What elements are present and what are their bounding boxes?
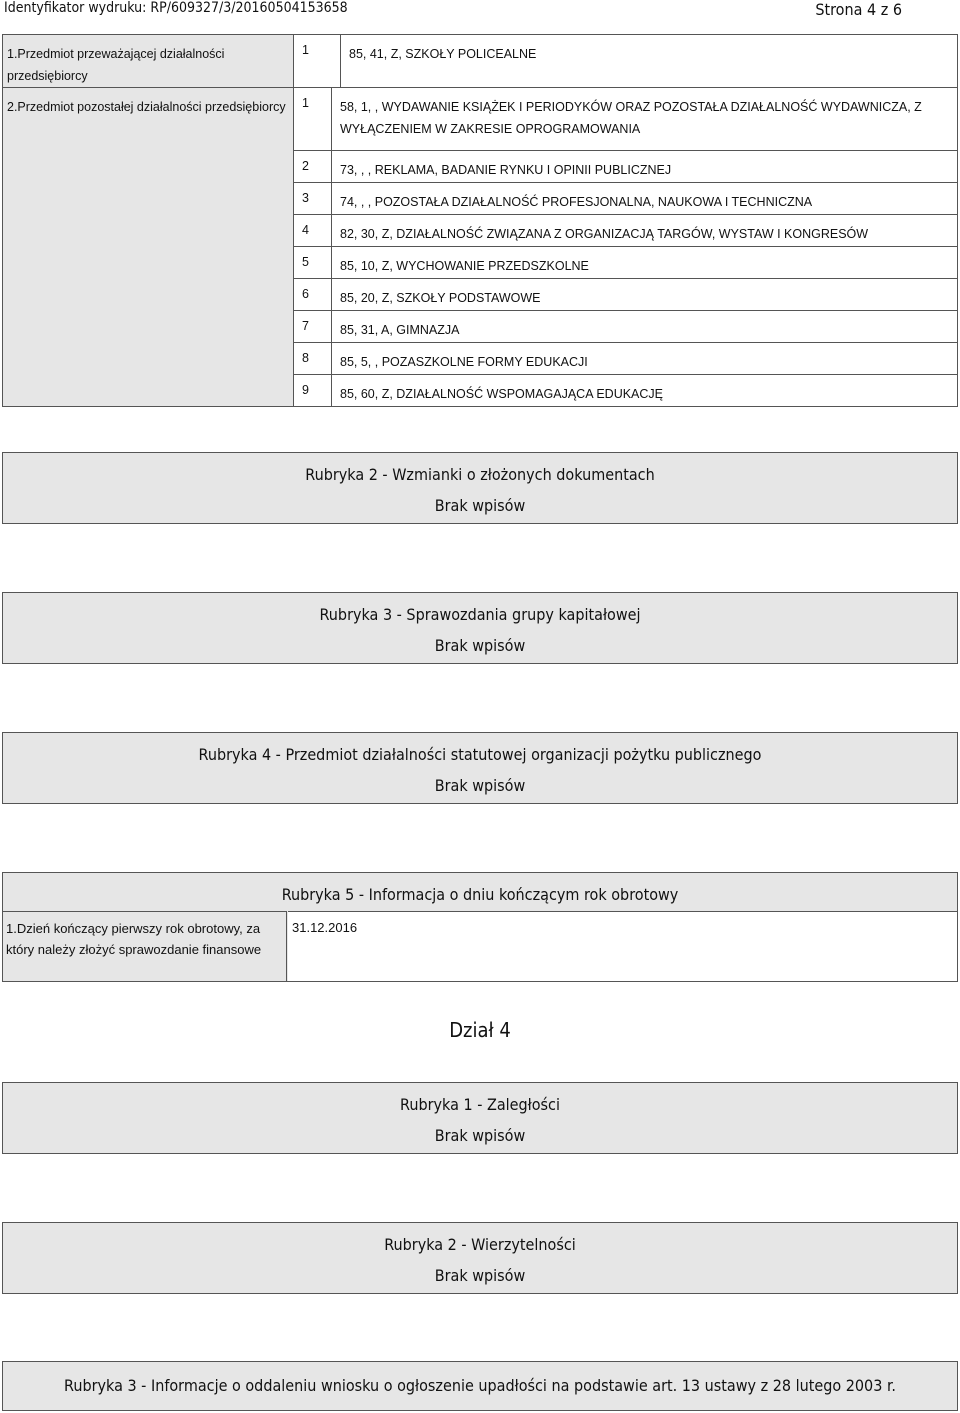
list-item [294, 342, 957, 374]
list-item [294, 182, 957, 214]
row-value: 82, 30, Z, DZIAŁALNOŚĆ ZWIĄZANA Z ORGANIZACJĄ TARGÓW, WYSTAW I KONGRESÓW [340, 227, 869, 241]
table-row [3, 35, 958, 88]
d4-rubryka-3-upadlosc [2, 1361, 958, 1411]
list-item [294, 214, 957, 246]
rubryka-3-sprawozdania [2, 592, 958, 664]
table-row [3, 88, 958, 407]
rubryka-4-opp [2, 732, 958, 804]
row-value: 85, 60, Z, DZIAŁALNOŚĆ WSPOMAGAJĄCA EDUKACJĘ [340, 387, 664, 401]
fiscal-year-value: 31.12.2016 [288, 911, 957, 981]
row-number: 1 [294, 88, 332, 150]
print-identifier: Identyfikator wydruku: RP/609327/3/20160504153658 [4, 0, 348, 16]
dzial-4-heading: Dział 4 [449, 1018, 511, 1042]
section-title: Rubryka 2 - Wierzytelności [384, 1235, 576, 1254]
list-item [294, 246, 957, 278]
d4-rubryka-2-wierzytelnosci [2, 1222, 958, 1294]
row-value: 73, , , REKLAMA, BADANIE RYNKU I OPINII PUBLICZNEJ [340, 163, 672, 177]
list-item [294, 150, 957, 182]
section-title: Rubryka 2 - Wzmianki o złożonych dokumentach [305, 465, 655, 484]
list-item [294, 310, 957, 342]
list-item [294, 374, 957, 406]
row-value: 85, 10, Z, WYCHOWANIE PRZEDSZKOLNE [340, 259, 589, 273]
section-title: Rubryka 1 - Zaległości [400, 1095, 560, 1114]
row-value: 74, , , POZOSTAŁA DZIAŁALNOŚĆ PROFESJONALNA, NAUKOWA I TECHNICZNA [340, 195, 813, 209]
row-value: 85, 41, Z, SZKOŁY POLICEALNE [341, 35, 958, 88]
section-title: Rubryka 4 - Przedmiot działalności statutowej organizacji pożytku publicznego [198, 745, 762, 764]
main-activity-label: 1.Przedmiot przeważającej działalności przedsiębiorcy [3, 35, 294, 88]
other-activity-label: 2.Przedmiot pozostałej działalności przedsiębiorcy [3, 88, 294, 407]
section-title: Rubryka 3 - Informacje o oddaleniu wniosku o ogłoszenie upadłości na podstawie art. 13 ustawy z 28 lutego 2003 r. [64, 1376, 896, 1395]
list-item [294, 88, 957, 150]
row-value: 58, 1, , WYDAWANIE KSIĄŻEK I PERIODYKÓW ORAZ POZOSTAŁA DZIAŁALNOŚĆ WYDAWNICZA, Z WYŁĄCZENIEM W ZAKRESIE OPROGRAMOWANIA [340, 100, 922, 136]
section-title: Rubryka 3 - Sprawozdania grupy kapitałowej [319, 605, 641, 624]
section-body: Brak wpisów [434, 1126, 526, 1145]
row-number: 1 [294, 35, 341, 88]
row-number: 6 [294, 279, 332, 310]
list-item [294, 278, 957, 310]
row-number: 9 [294, 375, 332, 406]
section-body: Brak wpisów [434, 496, 526, 515]
row-value: 85, 5, , POZASZKOLNE FORMY EDUKACJI [340, 355, 588, 369]
d4-rubryka-1-zaleglosci [2, 1082, 958, 1154]
row-value: 85, 31, A, GIMNAZJA [340, 323, 460, 337]
row-value: 85, 20, Z, SZKOŁY PODSTAWOWE [340, 291, 541, 305]
page-number: Strona 4 z 6 [815, 0, 902, 19]
section-body: Brak wpisów [434, 636, 526, 655]
rubryka-5-rok-obrotowy [2, 872, 958, 982]
section-body: Brak wpisów [434, 776, 526, 795]
rubryka-2-wzmianki [2, 452, 958, 524]
section-title: Rubryka 5 - Informacja o dniu kończącym rok obrotowy [281, 885, 679, 904]
row-number: 3 [294, 183, 332, 214]
fiscal-year-label: 1.Dzień kończący pierwszy rok obrotowy, za który należy złożyć sprawozdanie finansowe [3, 911, 287, 981]
row-number: 7 [294, 311, 332, 342]
pkd-table [2, 34, 958, 407]
row-number: 4 [294, 215, 332, 246]
other-activity-list [294, 88, 958, 407]
row-number: 5 [294, 247, 332, 278]
row-number: 8 [294, 343, 332, 374]
section-body: Brak wpisów [434, 1266, 526, 1285]
row-number: 2 [294, 151, 332, 182]
